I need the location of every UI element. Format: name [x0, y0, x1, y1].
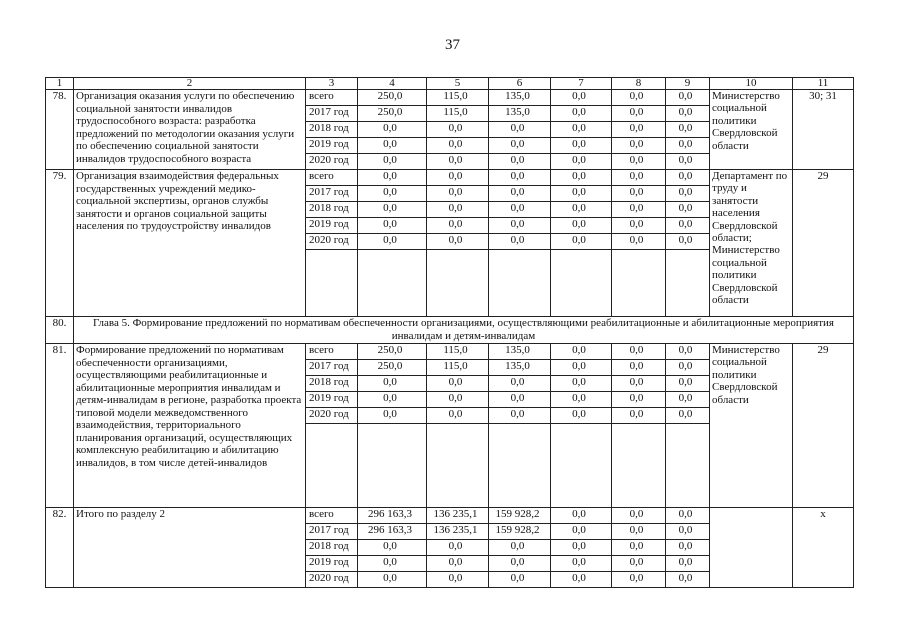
amount-cell: 0,0 — [489, 138, 551, 154]
column-numbers-row — [46, 78, 854, 90]
year-label: 2018 год — [306, 202, 358, 218]
amount-cell: 0,0 — [358, 138, 427, 154]
amount-cell: 0,0 — [551, 392, 612, 408]
year-label: всего — [306, 90, 358, 106]
amount-cell: 0,0 — [666, 138, 710, 154]
amount-cell: 0,0 — [666, 392, 710, 408]
amount-cell: 0,0 — [612, 106, 666, 122]
amount-cell: 115,0 — [427, 90, 489, 106]
column-header: 5 — [427, 78, 489, 90]
table-row — [46, 90, 854, 106]
responsible-org: Департамент по труду и занятости населения Свердловской области; Министерство социальной политики Свердловской области — [710, 170, 793, 317]
amount-cell: 0,0 — [551, 572, 612, 588]
amount-cell: 0,0 — [666, 344, 710, 360]
amount-cell: 0,0 — [666, 122, 710, 138]
amount-cell: 0,0 — [666, 408, 710, 424]
amount-cell: 0,0 — [551, 540, 612, 556]
amount-cell: 0,0 — [551, 90, 612, 106]
amount-cell: 0,0 — [666, 234, 710, 250]
amount-cell: 0,0 — [358, 572, 427, 588]
amount-cell: 0,0 — [427, 154, 489, 170]
responsible-org: Министерство социальной политики Свердловской области — [710, 344, 793, 508]
amount-cell: 0,0 — [551, 138, 612, 154]
row-number: 78. — [46, 90, 74, 170]
amount-cell: 0,0 — [427, 392, 489, 408]
amount-cell: 0,0 — [489, 234, 551, 250]
empty-cell — [427, 250, 489, 317]
amount-cell: 0,0 — [551, 186, 612, 202]
amount-cell: 0,0 — [551, 360, 612, 376]
amount-cell: 0,0 — [489, 186, 551, 202]
year-label: 2017 год — [306, 524, 358, 540]
amount-cell: 0,0 — [612, 90, 666, 106]
row-number: 82. — [46, 508, 74, 588]
activity-name: Формирование предложений по нормативам обеспеченности организациями, осуществляющими реабилитационные и абилитационные мероприятия инвалидам и детям-инвалидам в регионе, разработка проекта типовой модели межведомственного взаимодействия, территориального планирования организаций, осуществляющих комплексную реабилитацию и абилитацию инвалидов, в том числе детей-инвалидов — [74, 344, 306, 508]
chapter-row — [46, 317, 854, 344]
amount-cell: 0,0 — [489, 556, 551, 572]
table-row — [46, 170, 854, 186]
amount-cell: 0,0 — [551, 202, 612, 218]
amount-cell: 0,0 — [489, 392, 551, 408]
column-header: 10 — [710, 78, 793, 90]
year-label: 2018 год — [306, 122, 358, 138]
amount-cell: 0,0 — [666, 508, 710, 524]
table-body — [46, 78, 854, 588]
empty-cell — [551, 250, 612, 317]
amount-cell: 0,0 — [612, 360, 666, 376]
amount-cell: 0,0 — [427, 186, 489, 202]
responsible-org: Министерство социальной политики Свердловской области — [710, 90, 793, 170]
amount-cell: 0,0 — [612, 154, 666, 170]
amount-cell: 0,0 — [358, 218, 427, 234]
amount-cell: 0,0 — [612, 138, 666, 154]
amount-cell: 0,0 — [489, 170, 551, 186]
amount-cell: 0,0 — [489, 408, 551, 424]
amount-cell: 0,0 — [551, 556, 612, 572]
page-number: 37 — [445, 37, 460, 53]
year-label: 2017 год — [306, 186, 358, 202]
amount-cell: 0,0 — [427, 202, 489, 218]
amount-cell: 0,0 — [489, 202, 551, 218]
year-label: 2019 год — [306, 138, 358, 154]
column-header: 9 — [666, 78, 710, 90]
amount-cell: 0,0 — [666, 540, 710, 556]
year-label: 2020 год — [306, 234, 358, 250]
amount-cell: 0,0 — [427, 376, 489, 392]
amount-cell: 0,0 — [612, 540, 666, 556]
amount-cell: 0,0 — [612, 508, 666, 524]
year-label: всего — [306, 344, 358, 360]
amount-cell: 0,0 — [666, 556, 710, 572]
amount-cell: 115,0 — [427, 344, 489, 360]
amount-cell: 0,0 — [551, 218, 612, 234]
responsible-org — [710, 508, 793, 588]
amount-cell: 0,0 — [358, 540, 427, 556]
year-label: 2018 год — [306, 376, 358, 392]
row-number: 80. — [46, 317, 74, 344]
column-header: 6 — [489, 78, 551, 90]
amount-cell: 0,0 — [612, 170, 666, 186]
column-header: 7 — [551, 78, 612, 90]
amount-cell: 250,0 — [358, 90, 427, 106]
amount-cell: 0,0 — [551, 508, 612, 524]
target-ref: 29 — [793, 344, 854, 508]
empty-cell — [666, 424, 710, 508]
year-label: всего — [306, 508, 358, 524]
chapter-title: Глава 5. Формирование предложений по нормативам обеспеченности организациями, осуществляющими реабилитационные и абилитационные мероприятия инвалидам и детям-инвалидам — [74, 317, 854, 344]
amount-cell: 0,0 — [489, 540, 551, 556]
amount-cell: 0,0 — [612, 186, 666, 202]
year-label: 2020 год — [306, 572, 358, 588]
empty-cell — [489, 250, 551, 317]
amount-cell: 0,0 — [666, 186, 710, 202]
empty-cell — [427, 424, 489, 508]
amount-cell: 0,0 — [666, 170, 710, 186]
amount-cell: 0,0 — [427, 540, 489, 556]
year-label: 2019 год — [306, 556, 358, 572]
year-label: всего — [306, 170, 358, 186]
amount-cell: 0,0 — [666, 360, 710, 376]
amount-cell: 0,0 — [489, 154, 551, 170]
row-number: 81. — [46, 344, 74, 508]
row-number: 79. — [46, 170, 74, 317]
amount-cell: 159 928,2 — [489, 508, 551, 524]
amount-cell: 296 163,3 — [358, 524, 427, 540]
amount-cell: 0,0 — [489, 218, 551, 234]
amount-cell: 0,0 — [551, 154, 612, 170]
year-label: 2019 год — [306, 218, 358, 234]
column-header: 4 — [358, 78, 427, 90]
amount-cell: 250,0 — [358, 344, 427, 360]
amount-cell: 0,0 — [427, 122, 489, 138]
amount-cell: 0,0 — [427, 556, 489, 572]
amount-cell: 0,0 — [612, 556, 666, 572]
table-row — [46, 344, 854, 360]
empty-cell — [306, 250, 358, 317]
activity-name: Организация оказания услуги по обеспечению социальной занятости инвалидов трудоспособного возраста: разработка предложений по методологии оказания услуги по обеспечению социальной занятости инвалидов трудоспособного возраста — [74, 90, 306, 170]
target-ref: 30; 31 — [793, 90, 854, 170]
amount-cell: 0,0 — [427, 170, 489, 186]
target-ref: 29 — [793, 170, 854, 317]
target-ref: х — [793, 508, 854, 588]
amount-cell: 0,0 — [551, 524, 612, 540]
amount-cell: 0,0 — [612, 392, 666, 408]
amount-cell: 136 235,1 — [427, 524, 489, 540]
empty-cell — [612, 424, 666, 508]
amount-cell: 0,0 — [358, 556, 427, 572]
column-header: 2 — [74, 78, 306, 90]
amount-cell: 0,0 — [551, 344, 612, 360]
empty-cell — [551, 424, 612, 508]
amount-cell: 159 928,2 — [489, 524, 551, 540]
amount-cell: 0,0 — [612, 218, 666, 234]
amount-cell: 0,0 — [489, 122, 551, 138]
amount-cell: 0,0 — [427, 138, 489, 154]
amount-cell: 0,0 — [551, 376, 612, 392]
amount-cell: 0,0 — [612, 408, 666, 424]
amount-cell: 135,0 — [489, 106, 551, 122]
amount-cell: 0,0 — [358, 154, 427, 170]
amount-cell: 115,0 — [427, 106, 489, 122]
amount-cell: 0,0 — [427, 218, 489, 234]
amount-cell: 0,0 — [358, 170, 427, 186]
empty-cell — [358, 250, 427, 317]
amount-cell: 0,0 — [551, 408, 612, 424]
amount-cell: 0,0 — [358, 392, 427, 408]
amount-cell: 0,0 — [427, 234, 489, 250]
amount-cell: 0,0 — [612, 524, 666, 540]
amount-cell: 296 163,3 — [358, 508, 427, 524]
column-header: 1 — [46, 78, 74, 90]
amount-cell: 0,0 — [427, 408, 489, 424]
column-header: 8 — [612, 78, 666, 90]
budget-table — [45, 77, 854, 588]
activity-name: Организация взаимодействия федеральных государственных учреждений медико-социальной экспертизы, органов службы занятости и органов социальной защиты населения по трудоустройству инвалидов — [74, 170, 306, 317]
year-label: 2019 год — [306, 392, 358, 408]
amount-cell: 0,0 — [612, 344, 666, 360]
amount-cell: 0,0 — [358, 202, 427, 218]
amount-cell: 0,0 — [551, 170, 612, 186]
amount-cell: 0,0 — [358, 186, 427, 202]
table-row — [46, 508, 854, 524]
amount-cell: 0,0 — [612, 234, 666, 250]
amount-cell: 115,0 — [427, 360, 489, 376]
empty-cell — [489, 424, 551, 508]
amount-cell: 250,0 — [358, 360, 427, 376]
amount-cell: 0,0 — [666, 218, 710, 234]
amount-cell: 0,0 — [666, 154, 710, 170]
year-label: 2020 год — [306, 154, 358, 170]
amount-cell: 0,0 — [612, 572, 666, 588]
amount-cell: 0,0 — [489, 376, 551, 392]
amount-cell: 135,0 — [489, 360, 551, 376]
amount-cell: 0,0 — [427, 572, 489, 588]
amount-cell: 0,0 — [358, 122, 427, 138]
amount-cell: 0,0 — [666, 106, 710, 122]
amount-cell: 0,0 — [358, 408, 427, 424]
activity-name: Итого по разделу 2 — [74, 508, 306, 588]
empty-cell — [612, 250, 666, 317]
amount-cell: 0,0 — [551, 122, 612, 138]
amount-cell: 0,0 — [666, 90, 710, 106]
empty-cell — [306, 424, 358, 508]
amount-cell: 0,0 — [489, 572, 551, 588]
amount-cell: 0,0 — [666, 376, 710, 392]
amount-cell: 0,0 — [612, 202, 666, 218]
amount-cell: 0,0 — [551, 234, 612, 250]
year-label: 2017 год — [306, 360, 358, 376]
amount-cell: 136 235,1 — [427, 508, 489, 524]
column-header: 3 — [306, 78, 358, 90]
amount-cell: 135,0 — [489, 344, 551, 360]
year-label: 2020 год — [306, 408, 358, 424]
year-label: 2017 год — [306, 106, 358, 122]
amount-cell: 0,0 — [666, 202, 710, 218]
empty-cell — [666, 250, 710, 317]
amount-cell: 0,0 — [612, 376, 666, 392]
amount-cell: 0,0 — [358, 234, 427, 250]
empty-cell — [358, 424, 427, 508]
amount-cell: 250,0 — [358, 106, 427, 122]
amount-cell: 135,0 — [489, 90, 551, 106]
amount-cell: 0,0 — [666, 572, 710, 588]
amount-cell: 0,0 — [358, 376, 427, 392]
amount-cell: 0,0 — [666, 524, 710, 540]
column-header: 11 — [793, 78, 854, 90]
amount-cell: 0,0 — [551, 106, 612, 122]
year-label: 2018 год — [306, 540, 358, 556]
amount-cell: 0,0 — [612, 122, 666, 138]
